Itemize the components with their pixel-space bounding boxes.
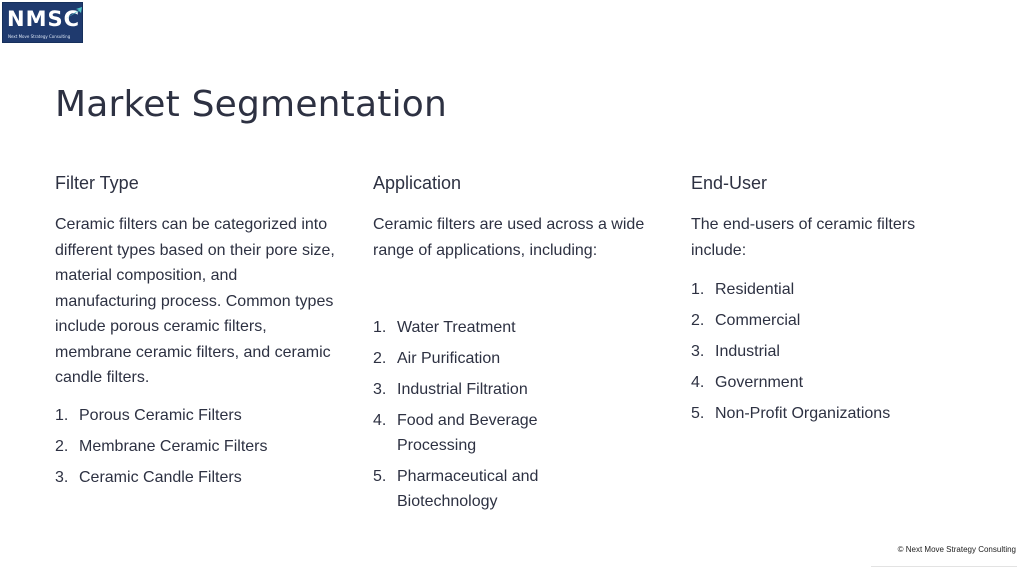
column-description: Ceramic filters can be categorized into different types based on their pore size, material composition, and manufacturing process. Common types include porous ceramic filters, membrane ceramic filters, and ceramic candle filters. <box>55 216 335 386</box>
list-item: 4. Government <box>691 374 804 391</box>
column-heading: End-User <box>691 173 768 193</box>
logo-text: NMSC <box>7 7 81 31</box>
list-item: 1. Porous Ceramic Filters <box>55 406 242 424</box>
list-item: 3. Industrial Filtration <box>373 381 528 398</box>
column-description: Ceramic filters are used across a wide range of applications, including: <box>373 216 645 259</box>
list-item: 2. Air Purification <box>373 350 501 367</box>
filter-type-list <box>55 403 335 490</box>
filter-type-column <box>55 172 335 496</box>
list-item: 2. Commercial <box>691 312 801 329</box>
list-item: 1. Residential <box>691 281 795 298</box>
list-item: 3. Industrial <box>691 343 780 360</box>
column-heading: Filter Type <box>55 173 139 193</box>
list-item: 4. Food and Beverage Processing <box>373 412 538 454</box>
logo-arrow-icon <box>63 7 83 21</box>
list-item: 2. Membrane Ceramic Filters <box>55 437 268 455</box>
page-title: Market Segmentation <box>55 84 448 125</box>
list-item: 1. Water Treatment <box>373 319 516 336</box>
application-column <box>373 172 653 520</box>
logo-subtext: Next Move Strategy Consulting <box>8 34 71 39</box>
list-item: 5. Pharmaceutical and Biotechnology <box>373 468 539 510</box>
list-item: 3. Ceramic Candle Filters <box>55 468 242 486</box>
end-user-list <box>691 277 971 426</box>
end-user-column <box>691 172 971 432</box>
column-heading: Application <box>373 173 462 193</box>
copyright-footer: © Next Move Strategy Consulting <box>897 545 1016 554</box>
application-list <box>373 315 653 514</box>
company-logo <box>2 2 83 43</box>
list-item: 5. Non-Profit Organizations <box>691 405 891 422</box>
column-description: The end-users of ceramic filters include: <box>691 216 916 259</box>
